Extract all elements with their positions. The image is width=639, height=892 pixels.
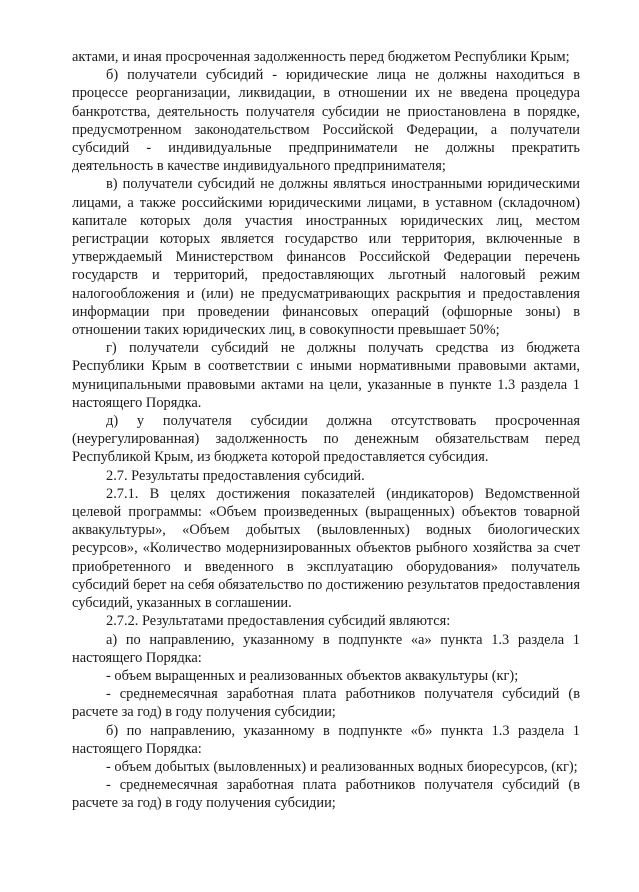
document-page xyxy=(72,48,580,813)
list-item-bioresources-volume: - объем добытых (выловленных) и реализованных водных биоресурсов, (кг); xyxy=(106,758,578,775)
paragraph-2-7-2: 2.7.2. Результатами предоставления субсидий являются: xyxy=(106,613,451,630)
paragraph-item-b: б) получатели субсидий - юридические лица не должны находиться в процессе реорганизации, ликвидации, в отношении их не введена процедура банкротства, деятельность получателя субсидии не приостановлена в порядке, предусмотренном законодательством Российской Федерации, а получатели субсидий - индивидуальные предприниматели не должны прекратить деятельность в качестве индивидуального предпринимателя; xyxy=(72,67,580,175)
paragraph-direction-b: б) по направлению, указанному в подпункте «б» пункта 1.3 раздела 1 настоящего Порядка: xyxy=(72,722,580,757)
paragraph-item-d: д) у получателя субсидии должна отсутствовать просроченная (неурегулированная) задолженность по денежным обязательствам перед Республикой Крым, из бюджета которой предоставляется субсидия. xyxy=(72,413,580,466)
list-item-aquaculture-volume: - объем выращенных и реализованных объектов аквакультуры (кг); xyxy=(106,667,519,684)
paragraph-2-7-1: 2.7.1. В целях достижения показателей (индикаторов) Ведомственной целевой программы: «Объем произведенных (выращенных) объектов товарной аквакультуры», «Объем добытых (выловленных) водных биологических ресурсов», «Количество модернизированных объектов рыбного хозяйства за счет приобретенного и введенного в эксплуатацию оборудования» получатель субсидий берет на себя обязательство по достижению результатов предоставления субсидий, указанных в соглашении. xyxy=(72,485,580,612)
list-item-average-salary-a: - среднемесячная заработная плата работников получателя субсидий (в расчете за год) в году получения субсидии; xyxy=(72,686,580,721)
list-item-average-salary-b: - среднемесячная заработная плата работников получателя субсидий (в расчете за год) в году получения субсидии; xyxy=(72,777,580,812)
paragraph-direction-a: а) по направлению, указанному в подпункте «а» пункта 1.3 раздела 1 настоящего Порядка: xyxy=(72,631,580,666)
section-heading-2-7: 2.7. Результаты предоставления субсидий. xyxy=(106,467,365,484)
paragraph-item-g: г) получатели субсидий не должны получать средства из бюджета Республики Крым в соответствии с иными нормативными правовыми актами, муниципальными правовыми актами на цели, указанные в пункте 1.3 раздела 1 настоящего Порядка. xyxy=(72,340,580,411)
paragraph-continuation: актами, и иная просроченная задолженность перед бюджетом Республики Крым; xyxy=(72,49,570,65)
paragraph-item-v: в) получатели субсидий не должны являться иностранными юридическими лицами, а также российскими юридическими лицами, в уставном (складочном) капитале которых доля участия иностранных юридических лиц, местом регистрации которых является государство или территория, включенные в утверждаемый Министерством финансов Российской Федерации перечень государств и территорий, предоставляющих льготный налоговый режим налогообложения и (или) не предусматривающих раскрытия и предоставления информации при проведении финансовых операций (офшорные зоны) в отношении таких юридических лиц, в совокупности превышает 50%; xyxy=(72,176,580,339)
